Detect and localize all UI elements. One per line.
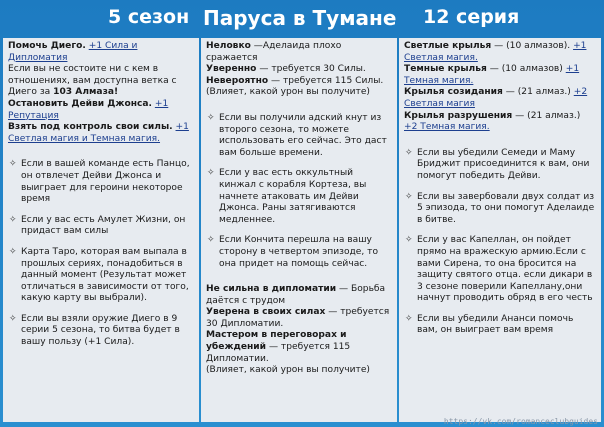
list-item: ✧ Если у вас есть Амулет Жизни, он придаст вам силы — [9, 214, 186, 237]
list-item: ✧ Если вы получили адский кнут из второго сезона, то можете использовать его сейчас. Это даст вам больше времени. — [207, 112, 387, 158]
diamond-bullet-icon: ✧ — [9, 159, 17, 170]
diplomacy-note: (Влияет, какой урон вы получите) — [206, 365, 370, 376]
wings-option-2: Темные крылья — (10 алмазов) +1 Темная магия. — [404, 64, 580, 86]
diplomacy-level-2: Уверена в своих силах — требуется 30 Дипломатии. — [206, 307, 390, 329]
reward-link[interactable]: +2 Темная магия. — [404, 122, 490, 133]
diamond-bullet-icon: ✧ — [9, 214, 17, 225]
diego-branch-note — [8, 64, 194, 99]
page-title: Паруса в Тумане — [203, 6, 397, 30]
diplomacy-level-1: Не сильна в дипломатии — Борьба даётся с трудом — [206, 284, 386, 306]
column-middle — [201, 38, 397, 422]
choice-stop-davy — [8, 99, 194, 122]
fight-note: (Влияет, какой урон вы получите) — [206, 87, 370, 98]
fight-level-2: Уверенно — требуется 30 Силы. — [206, 64, 366, 75]
list-item: ✧ Если Кончита перешла на вашу сторону в четвертом эпизоде, то она придет на помощь сейчас. — [207, 235, 379, 269]
diamond-bullet-icon: ✧ — [405, 191, 413, 202]
note-price: 103 Алмаза! — [53, 87, 119, 98]
wings-option-4: Крылья разрушения — (21 алмаз.) +2 Темная магия. — [404, 110, 581, 133]
diamond-bullet-icon: ✧ — [405, 235, 413, 246]
diamond-bullet-icon: ✧ — [207, 168, 215, 179]
fight-level-1: Неловко —Аделаида плохо сражается — [206, 41, 342, 63]
list-item: ✧ Карта Таро, которая вам выпала в прошлых сериях, понадобиться в данный момент (Результат может отличаться в зависимости от того, какую карту вы выбрали). — [9, 246, 189, 304]
note-text: Если вы не состоите ни с кем в отношениях, вам доступна ветка с Диего за — [8, 64, 177, 98]
diamond-bullet-icon: ✧ — [405, 313, 413, 324]
choice-control-powers — [8, 122, 194, 145]
column-right — [399, 38, 601, 422]
choice-title: Взять под контроль свои силы. — [8, 122, 173, 133]
choice-reward-link[interactable]: +1 Сила и Дипломатия — [8, 41, 138, 63]
diamond-bullet-icon: ✧ — [9, 246, 17, 257]
diamond-bullet-icon: ✧ — [405, 147, 413, 158]
fight-level-3: Невероятно — требуется 115 Силы. — [206, 75, 384, 86]
diamond-bullet-icon: ✧ — [207, 112, 215, 123]
choice-help-diego — [8, 41, 194, 64]
choice-title: Помочь Диего. — [8, 41, 86, 51]
wings-option-3: Крылья созидания — (21 алмаз.) +2 Светлая магия — [404, 87, 588, 109]
header — [0, 0, 604, 38]
list-item: ✧ Если у вас есть оккультный кинжал с корабля Кортеза, вы начнете атаковать им Дейви Джонса. Раны затягиваются медленнее. — [207, 168, 367, 225]
column-left — [3, 38, 199, 422]
list-item: ✧ Если у вас Капеллан, он пойдет прямо на вражескую армию.Если с вами Сирена, то она бросится на защиту святого отца. если дикари в 3 сезоне поверили Капеллану,они начнут проводить обряд в его честь — [405, 235, 593, 304]
reward-link[interactable]: +1 Темная магия. — [404, 64, 580, 86]
reward-link[interactable]: +2 Светлая магия — [404, 87, 588, 109]
list-item: ✧ Если вы убедили Ананси помочь вам, он выиграет вам время — [405, 313, 574, 336]
diamond-bullet-icon: ✧ — [9, 313, 17, 324]
episode-label: 12 серия — [423, 6, 520, 28]
diplomacy-level-3: Мастером в переговорах и убеждений — требуется 115 Дипломатии. — [206, 330, 351, 364]
choice-reward-link[interactable]: +1 Светлая магия и Темная магия. — [8, 122, 189, 144]
list-item: ✧ Если вы взяли оружие Диего в 9 серии 5 сезона, то битва будет в вашу пользу (+1 Сила). — [9, 313, 180, 348]
season-label: 5 сезон — [108, 6, 190, 28]
list-item: ✧ Если вы убедили Семеди и Маму Бриджит присоединится к вам, они помогут победить Дейви. — [405, 147, 590, 181]
list-item: ✧ Если в вашей команде есть Панцо, он отвлечет Дейви Джонса и выиграет для героини некоторое время — [9, 159, 190, 205]
watermark-url: https://vk.com/romanceclubguides — [443, 417, 598, 426]
reward-link[interactable]: +1 Светлая магия. — [404, 41, 587, 63]
choice-title: Остановить Дейви Джонса. — [8, 98, 152, 109]
list-item: ✧ Если вы завербовали двух солдат из 5 эпизода, то они помогут Аделаиде в битве. — [405, 191, 595, 225]
wings-option-1: Светлые крылья — (10 алмазов). +1 Светлая магия. — [404, 41, 587, 63]
choice-reward-link[interactable]: +1 Репутация — [8, 98, 169, 121]
diamond-bullet-icon: ✧ — [207, 235, 215, 246]
